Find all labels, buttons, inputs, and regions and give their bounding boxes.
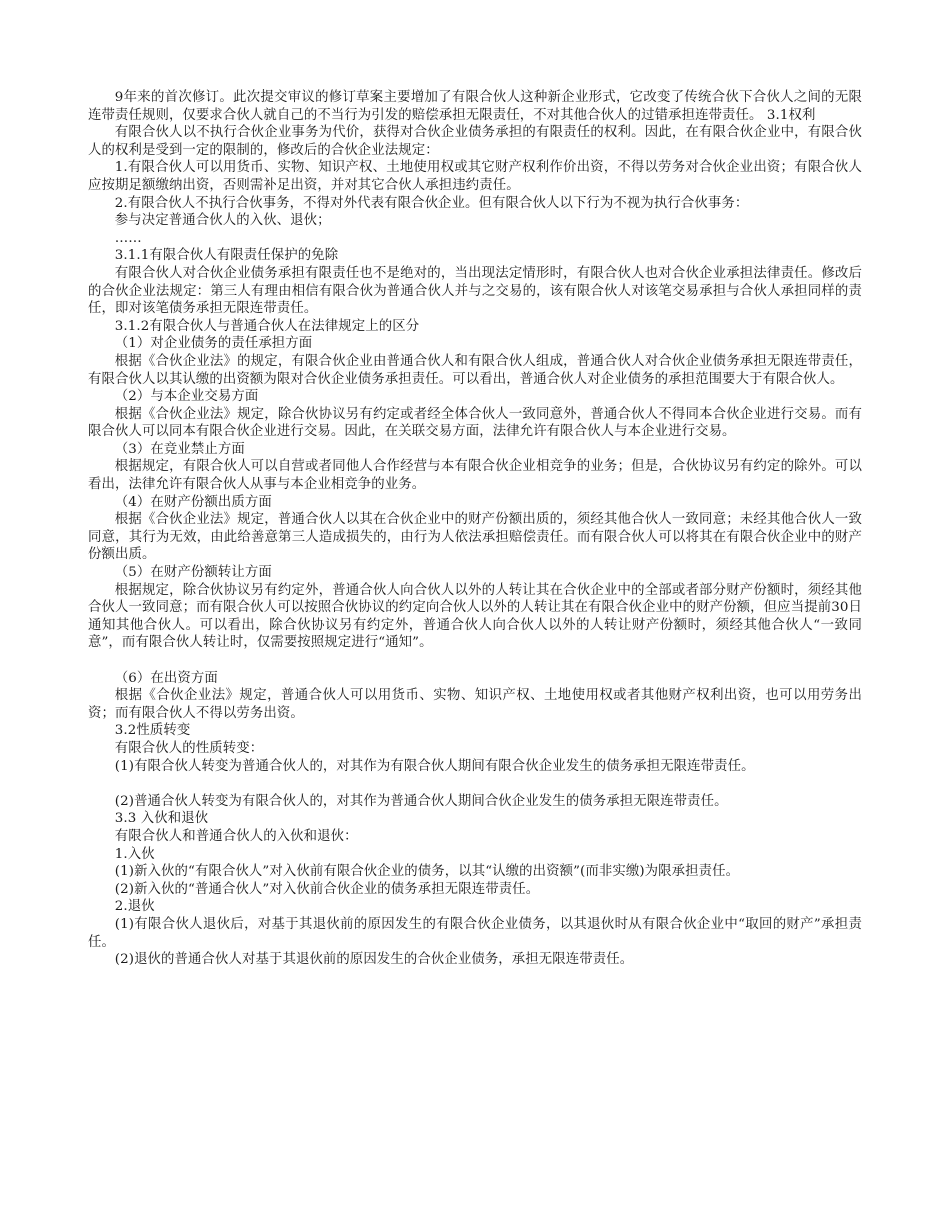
subheading-5: （5）在财产份额转让方面 [114, 565, 272, 581]
paragraph-rule-2: 2.有限合伙人不执行合伙事务，不得对外代表有限合伙企业。但有限合伙人以下行为不视为执行合伙事务： [114, 195, 749, 211]
section-heading-3-3: 3.3 入伙和退伙 [114, 811, 209, 827]
paragraph-contribution: 根据《合伙企业法》规定，普通合伙人可以用货币、实物、知识产权、土地使用权或者其他财产权利出资，也可以用劳务出资；而有限合伙人不得以劳务出资。 [88, 688, 862, 721]
section-heading-3-1-1: 3.1.1有限合伙人有限责任保护的免除 [114, 248, 339, 264]
paragraph-intro: 9年来的首次修订。此次提交审议的修订草案主要增加了有限合伙人这种新企业形式，它改变了传统合伙下合伙人之间的无限连带责任规则，仅要求合伙人就自己的不当行为引发的赔偿承担无限责任，不对其他合伙人的过错承担连带责任。 3.1权利 [88, 90, 862, 123]
paragraph-joining-2: (2)新入伙的“普通合伙人”对入伙前合伙企业的债务承担无限连带责任。 [114, 881, 540, 897]
paragraph-nature-change-2: (2)普通合伙人转变为有限合伙人的，对其作为普通合伙人期间合伙企业发生的债务承担无限连带责任。 [114, 793, 728, 809]
paragraph-withdrawal-2: (2)退伙的普通合伙人对基于其退伙前的原因发生的合伙企业债务，承担无限连带责任。 [114, 952, 634, 968]
paragraph-nature-change-intro: 有限合伙人的性质转变： [114, 740, 264, 756]
subheading-2: （2）与本企业交易方面 [114, 389, 259, 405]
paragraph-pledge: 根据《合伙企业法》规定，普通合伙人以其在合伙企业中的财产份额出质的，须经其他合伙人一致同意；未经其他合伙人一致同意，其行为无效，由此给善意第三人造成损失的，由行为人依法承担赔偿责任。而有限合伙人可以将其在有限合伙企业中的财产份额出质。 [88, 512, 862, 563]
section-heading-3-2: 3.2性质转变 [114, 723, 191, 739]
paragraph-liability-exemption: 有限合伙人对合伙企业债务承担有限责任也不是绝对的，当出现法定情形时，有限合伙人也对合伙企业承担法律责任。修改后的合伙企业法规定：第三人有理由相信有限合伙为普通合伙人并与之交易的，该有限合伙人对该笔交易承担与合伙人承担同样的责任，即对该笔债务承担无限连带责任。 [88, 265, 862, 317]
paragraph-rule-2-item: 参与决定普通合伙人的入伙、退伙； [114, 213, 331, 229]
paragraph-joining-1: (1)新入伙的“有限合伙人”对入伙前有限合伙企业的债务，以其“认缴的出资额”(而非实缴)为限承担责任。 [114, 864, 740, 880]
paragraph-transfer: 根据规定，除合伙协议另有约定外，普通合伙人向合伙人以外的人转让其在合伙企业中的全部或者部分财产份额时，须经其他合伙人一致同意；而有限合伙人可以按照合伙协议的约定向合伙人以外的人转让其在有限合伙企业中的财产份额，但应当提前30日通知其他合伙人。可以看出，除合伙协议另有约定外，普通合伙人向合伙人以外的人转让财产份额时，须经其他合伙人“一致同意”，而有限合伙人转让时，仅需要按照规定进行“通知”。 [88, 582, 862, 651]
paragraph-ellipsis: …… [114, 230, 142, 246]
paragraph-rights: 有限合伙人以不执行合伙企业事务为代价，获得对合伙企业债务承担的有限责任的权利。因此，在有限合伙企业中，有限合伙人的权利是受到一定的限制的，修改后的合伙企业法规定： [88, 125, 862, 158]
subheading-withdrawal: 2.退伙 [114, 899, 155, 915]
subheading-6: （6）在出资方面 [114, 670, 218, 686]
subheading-1: （1）对企业债务的责任承担方面 [114, 336, 313, 352]
paragraph-rule-1: 1.有限合伙人可以用货币、实物、知识产权、土地使用权或其它财产权利作价出资，不得以劳务对合伙企业出资；有限合伙人应按期足额缴纳出资，否则需补足出资，并对其它合伙人承担违约责任。 [88, 160, 862, 193]
section-heading-3-1-2: 3.1.2有限合伙人与普通合伙人在法律规定上的区分 [114, 318, 420, 334]
paragraph-withdrawal-1: (1)有限合伙人退伙后，对基于其退伙前的原因发生的有限合伙企业债务，以其退伙时从有限合伙企业中“取回的财产”承担责任。 [88, 916, 862, 950]
paragraph-join-withdraw-intro: 有限合伙人和普通合伙人的入伙和退伙： [114, 828, 358, 844]
blank-line [88, 652, 862, 670]
paragraph-nature-change-1: (1)有限合伙人转变为普通合伙人的，对其作为有限合伙人期间有限合伙企业发生的债务承担无限连带责任。 [114, 758, 755, 774]
subheading-3: （3）在竞业禁止方面 [114, 441, 245, 457]
blank-line [88, 775, 862, 793]
paragraph-competition: 根据规定，有限合伙人可以自营或者同他人合作经营与本有限合伙企业相竞争的业务；但是，合伙协议另有约定的除外。可以看出，法律允许有限合伙人从事与本企业相竞争的业务。 [88, 459, 862, 493]
paragraph-transactions: 根据《合伙企业法》规定，除合伙协议另有约定或者经全体合伙人一致同意外，普通合伙人不得同本合伙企业进行交易。而有限合伙人可以同本有限合伙企业进行交易。因此，在关联交易方面，法律允许有限合伙人与本企业进行交易。 [88, 406, 862, 440]
paragraph-debt-liability: 根据《合伙企业法》的规定，有限合伙企业由普通合伙人和有限合伙人组成，普通合伙人对合伙企业债务承担无限连带责任，有限合伙人以其认缴的出资额为限对合伙企业债务承担责任。可以看出，普通合伙人对企业债务的承担范围要大于有限合伙人。 [88, 353, 862, 387]
subheading-joining: 1.入伙 [114, 846, 155, 862]
document-body [88, 89, 862, 969]
subheading-4: （4）在财产份额出质方面 [114, 494, 272, 510]
